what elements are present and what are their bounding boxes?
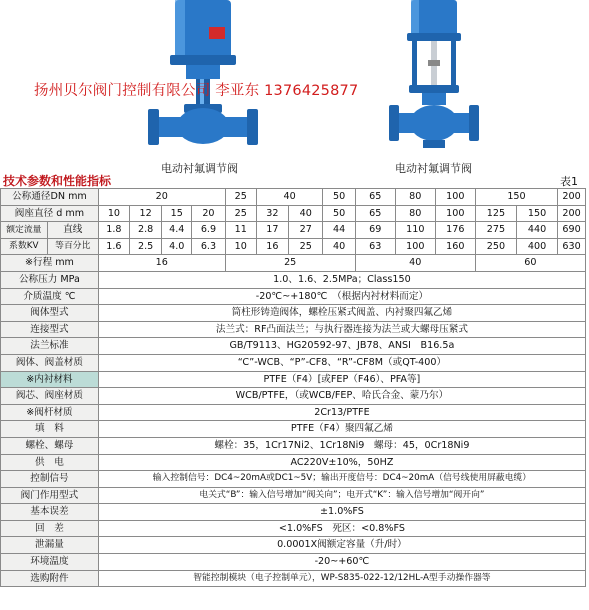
- seat-cell: 40: [289, 205, 323, 222]
- dn-cell: 200: [558, 189, 586, 206]
- spec-value: PTFE（F4）聚四氟乙烯: [98, 421, 585, 438]
- spec-label: 公称压力 MPa: [1, 271, 99, 288]
- seat-row: [1, 205, 586, 222]
- section-title: 技术参数和性能指标: [3, 174, 112, 188]
- spec-label: 供 电: [1, 454, 99, 471]
- kv-linear-cell: 17: [256, 222, 288, 239]
- spec-row: [1, 487, 586, 504]
- spec-row: [1, 404, 586, 421]
- spec-row: [1, 454, 586, 471]
- product-photo-area: [0, 0, 589, 186]
- kv-linear-cell: 2.8: [129, 222, 161, 239]
- spec-value: “C”-WCB、“P”-CF8、“R”-CF8M（或QT-400）: [98, 354, 585, 371]
- kv-pct-cell: 2.5: [129, 238, 161, 255]
- spec-row: [1, 421, 586, 438]
- kv-pct-cell: 630: [558, 238, 586, 255]
- spec-row: [1, 437, 586, 454]
- seat-cell: 15: [162, 205, 192, 222]
- spec-label: 阀芯、阀座材质: [1, 388, 99, 405]
- seat-cell: 65: [355, 205, 395, 222]
- seat-cell: 10: [98, 205, 129, 222]
- spec-row: [1, 471, 586, 488]
- spec-label: 回 差: [1, 520, 99, 537]
- kv-pct-cell: 63: [355, 238, 395, 255]
- spec-label: 介质温度 ℃: [1, 288, 99, 305]
- spec-row: [1, 537, 586, 554]
- left-valve-image: [148, 0, 258, 150]
- spec-value: 螺栓：35，1Cr17Ni2、1Cr18Ni9 螺母：45，0Cr18Ni9: [98, 437, 585, 454]
- kv-pct-cell: 25: [289, 238, 323, 255]
- spec-value: 电关式“B”：输入信号增加“阀关向”；电开式“K”：输入信号增加“阀开向”: [98, 487, 585, 504]
- spec-label: 阀体型式: [1, 305, 99, 322]
- dn-cell: 50: [323, 189, 355, 206]
- kv-linear-cell: 11: [225, 222, 256, 239]
- stroke-label: ※行程 mm: [1, 255, 99, 272]
- kv-pct-label: 等百分比: [47, 238, 98, 255]
- kv-pct-cell: 250: [475, 238, 516, 255]
- spec-value: -20℃~+180℃ （根据内衬材料而定）: [98, 288, 585, 305]
- seat-cell: 80: [395, 205, 435, 222]
- spec-label: 连接型式: [1, 321, 99, 338]
- spec-value: PTFE（F4）[或FEP（F46）、PFA等]: [98, 371, 585, 388]
- spec-value: 法兰式：RF凸面法兰；与执行器连接为法兰或大螺母压紧式: [98, 321, 585, 338]
- stroke-row: [1, 255, 586, 272]
- kv-pct-cell: 10: [225, 238, 256, 255]
- kv-linear-cell: 440: [516, 222, 557, 239]
- spec-value: 智能控制模块（电子控制单元），WP-S835-022-12/12HL-A型手动操作器等: [98, 570, 585, 587]
- spec-label: 泄漏量: [1, 537, 99, 554]
- seat-cell: 50: [323, 205, 355, 222]
- spec-value: WCB/PTFE，（或WCB/FEP、哈氏合金、蒙乃尔）: [98, 388, 585, 405]
- kv-linear-cell: 176: [435, 222, 475, 239]
- spec-label: 控制信号: [1, 471, 99, 488]
- spec-row: [1, 271, 586, 288]
- spec-value: AC220V±10%，50HZ: [98, 454, 585, 471]
- spec-value: 输入控制信号：DC4~20mA或DC1~5V；输出开度信号：DC4~20mA（信号线使用屏蔽电缆）: [98, 471, 585, 488]
- seat-cell: 12: [129, 205, 161, 222]
- spec-table: [0, 188, 586, 587]
- kv-linear-label: 直线: [47, 222, 98, 239]
- dn-cell: 65: [355, 189, 395, 206]
- kv-pct-cell: 400: [516, 238, 557, 255]
- kv-pct-cell: 6.3: [192, 238, 225, 255]
- seat-cell: 25: [225, 205, 256, 222]
- spec-row: [1, 288, 586, 305]
- spec-label: 填 料: [1, 421, 99, 438]
- spec-value: -20~+60℃: [98, 554, 585, 571]
- left-valve-caption: 电动衬氟调节阀: [161, 162, 238, 175]
- kv-label-top: 额定流量: [1, 222, 48, 239]
- kv-linear-cell: 690: [558, 222, 586, 239]
- kv-linear-cell: 27: [289, 222, 323, 239]
- kv-pct-cell: 160: [435, 238, 475, 255]
- kv-pct-cell: 100: [395, 238, 435, 255]
- spec-row: [1, 388, 586, 405]
- dn-label: 公称通径DN mm: [1, 189, 99, 206]
- dn-cell: 20: [98, 189, 225, 206]
- right-valve-caption: 电动衬氟调节阀: [395, 162, 472, 175]
- kv-label-bottom: 系数KV: [1, 238, 48, 255]
- kv-linear-row: [1, 222, 586, 239]
- spec-value: 筒柱形铸造阀体，螺栓压紧式阀盖、内衬聚四氟乙烯: [98, 305, 585, 322]
- kv-pct-cell: 4.0: [162, 238, 192, 255]
- spec-label: ※内衬材料: [1, 371, 99, 388]
- spec-row: [1, 504, 586, 521]
- right-valve-image: [387, 0, 483, 150]
- dn-cell: 150: [475, 189, 557, 206]
- spec-label: 阀门作用型式: [1, 487, 99, 504]
- dn-cell: 25: [225, 189, 256, 206]
- spec-row: [1, 371, 586, 388]
- spec-value: GB/T9113、HG20592-97、JB78、ANSI B16.5a: [98, 338, 585, 355]
- kv-linear-cell: 44: [323, 222, 355, 239]
- kv-linear-cell: 275: [475, 222, 516, 239]
- spec-label: 阀体、阀盖材质: [1, 354, 99, 371]
- spec-value: <1.0%FS 死区：<0.8%FS: [98, 520, 585, 537]
- seat-label: 阀座直径 d mm: [1, 205, 99, 222]
- kv-linear-cell: 69: [355, 222, 395, 239]
- spec-value: ±1.0%FS: [98, 504, 585, 521]
- seat-cell: 200: [558, 205, 586, 222]
- spec-row: [1, 354, 586, 371]
- dn-row: [1, 189, 586, 206]
- spec-row: [1, 305, 586, 322]
- spec-label: 环境温度: [1, 554, 99, 571]
- stroke-cell: 25: [225, 255, 355, 272]
- spec-label: 基本误差: [1, 504, 99, 521]
- stroke-cell: 16: [98, 255, 225, 272]
- dn-cell: 40: [256, 189, 323, 206]
- kv-pct-cell: 1.6: [98, 238, 129, 255]
- seat-cell: 20: [192, 205, 225, 222]
- kv-linear-cell: 4.4: [162, 222, 192, 239]
- kv-linear-cell: 110: [395, 222, 435, 239]
- seat-cell: 150: [516, 205, 557, 222]
- spec-row: [1, 554, 586, 571]
- seat-cell: 32: [256, 205, 288, 222]
- spec-row: [1, 338, 586, 355]
- spec-value: 2Cr13/PTFE: [98, 404, 585, 421]
- kv-pct-row: [1, 238, 586, 255]
- spec-value: 0.0001X阀额定容量（升/时）: [98, 537, 585, 554]
- table-number: 表1: [560, 175, 578, 188]
- spec-label: 螺栓、螺母: [1, 437, 99, 454]
- spec-label: 选购附件: [1, 570, 99, 587]
- kv-pct-cell: 40: [323, 238, 355, 255]
- kv-pct-cell: 16: [256, 238, 288, 255]
- company-contact-overlay: 扬州贝尔阀门控制有限公司 李亚东 13764258​77: [34, 83, 359, 99]
- dn-cell: 100: [435, 189, 475, 206]
- spec-row: [1, 570, 586, 587]
- kv-linear-cell: 6.9: [192, 222, 225, 239]
- seat-cell: 100: [435, 205, 475, 222]
- stroke-cell: 40: [355, 255, 475, 272]
- kv-linear-cell: 1.8: [98, 222, 129, 239]
- spec-row: [1, 321, 586, 338]
- dn-cell: 80: [395, 189, 435, 206]
- stroke-cell: 60: [475, 255, 585, 272]
- spec-label: 法兰标准: [1, 338, 99, 355]
- seat-cell: 125: [475, 205, 516, 222]
- spec-label: ※阀杆材质: [1, 404, 99, 421]
- spec-value: 1.0、1.6、2.5MPa；Class150: [98, 271, 585, 288]
- spec-row: [1, 520, 586, 537]
